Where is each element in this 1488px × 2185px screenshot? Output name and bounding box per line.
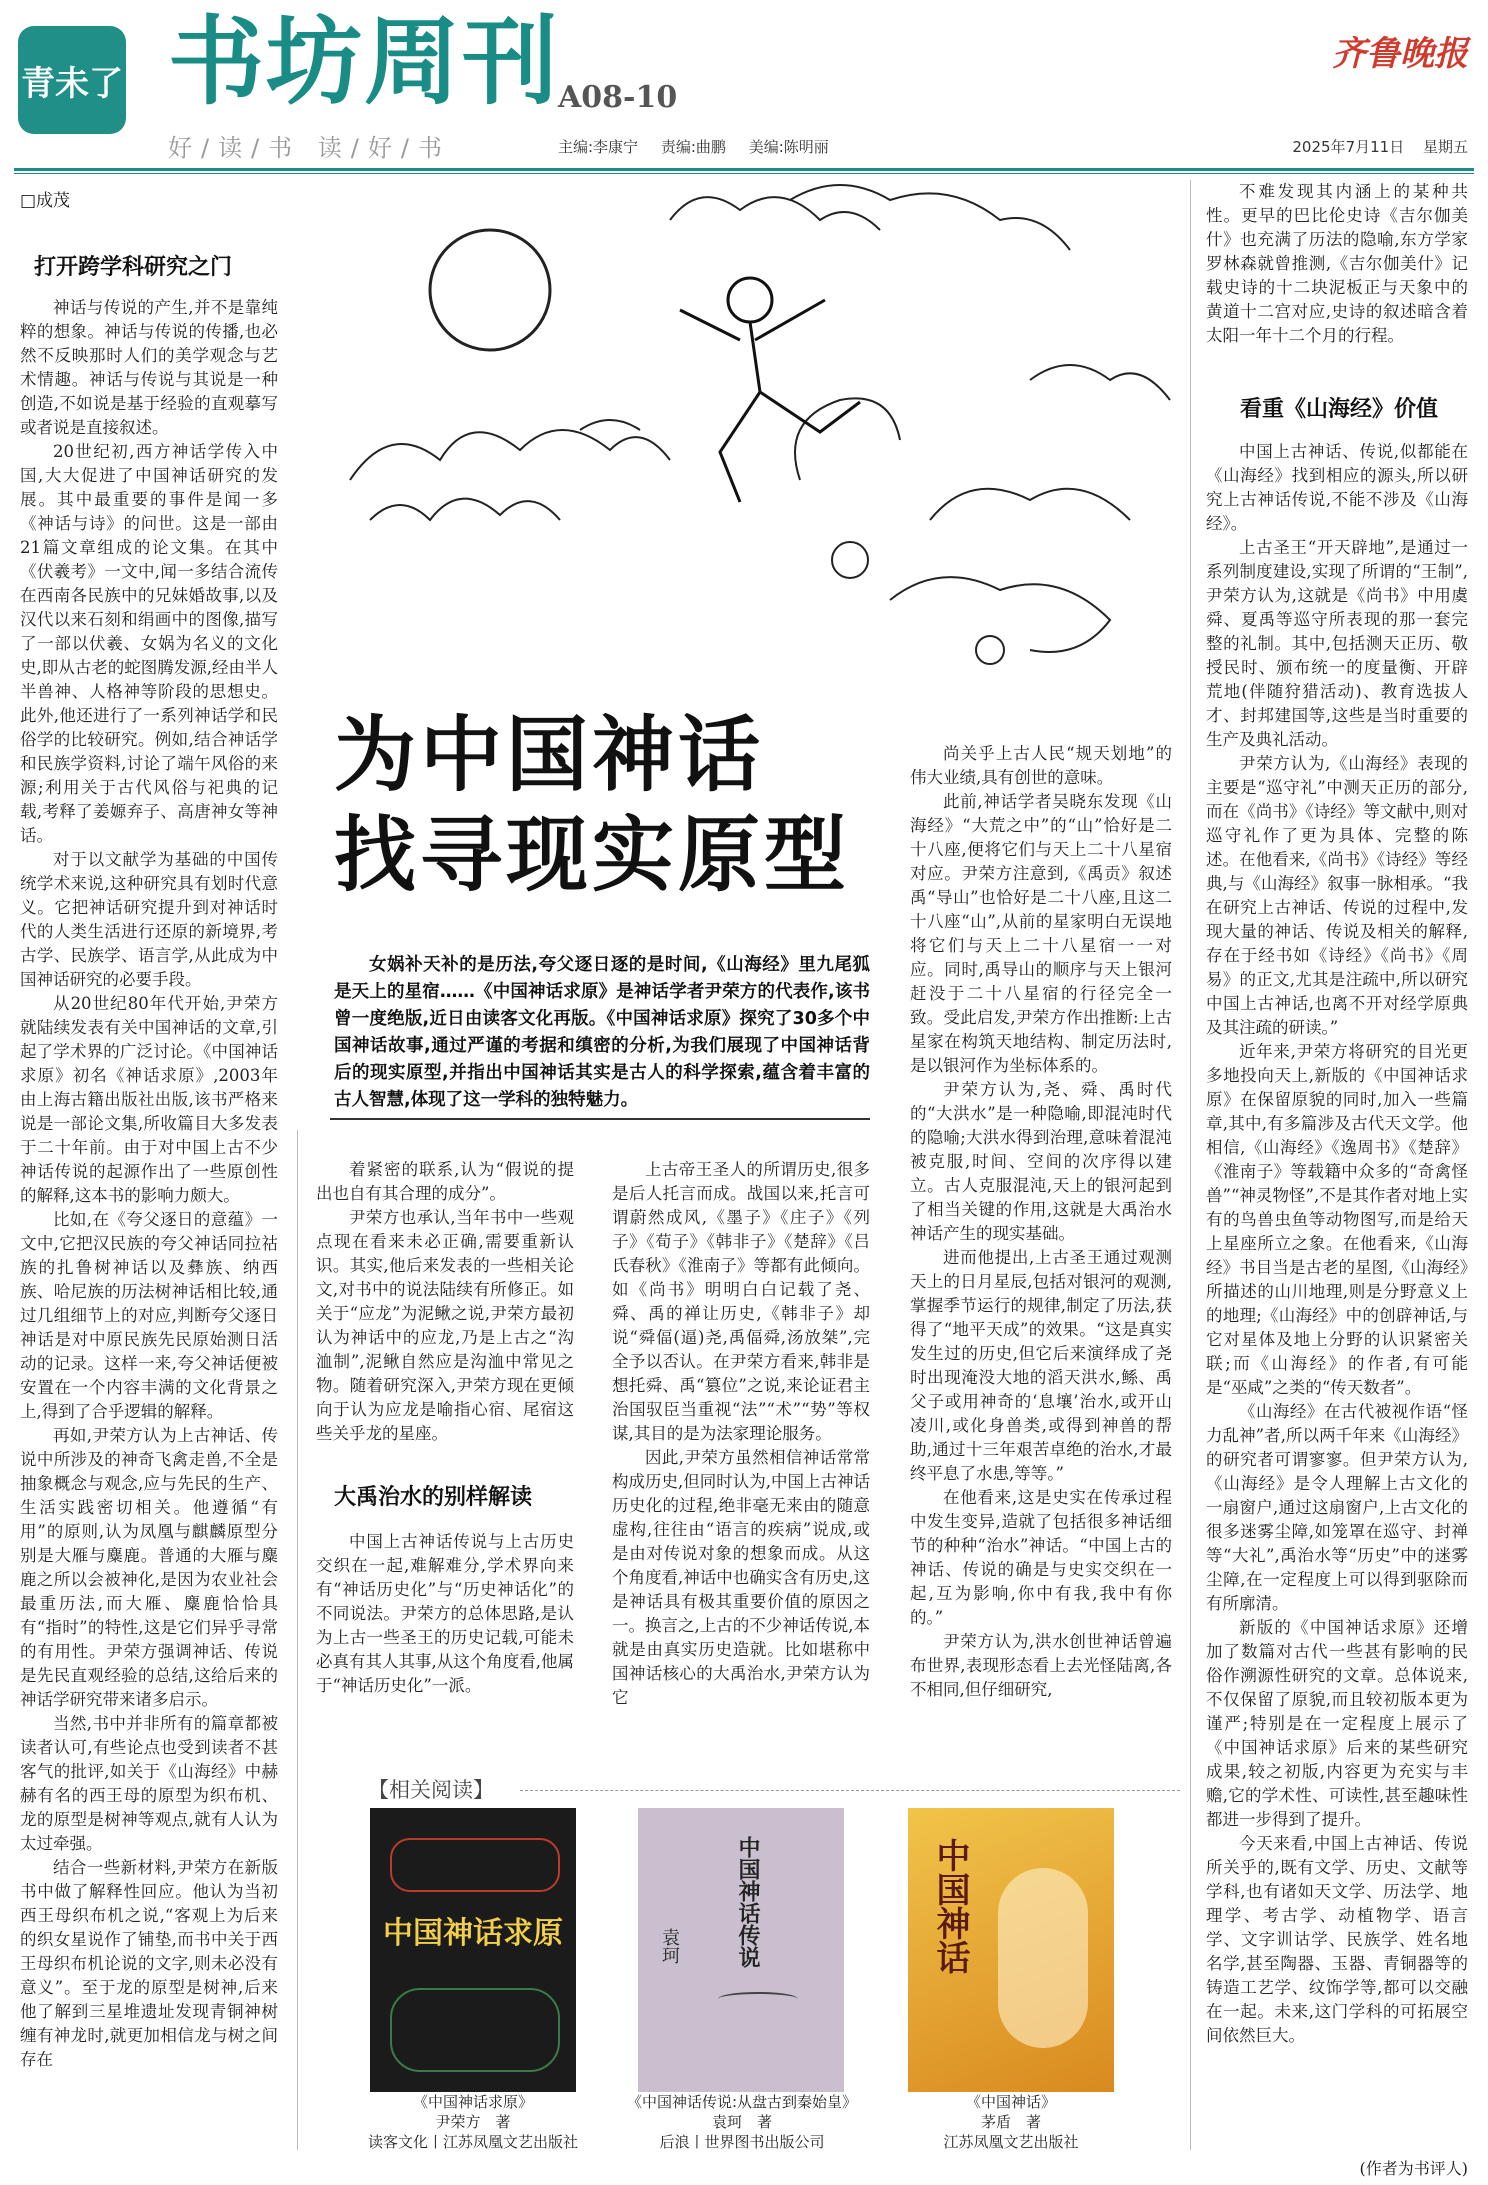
paragraph: 不难发现其内涵上的某种共性。更早的巴比伦史诗《吉尔伽美什》也充满了历法的隐喻,东方学家罗林森就曾推测,《吉尔伽美什》记载史诗的十二块泥板正与天象中的黄道十二宫对应,史诗的叙述暗含着太阳一年十二个月的行程。 xyxy=(1206,182,1468,345)
paragraph: 今天来看,中国上古神话、传说所关乎的,既有文学、历史、文献等学科,也有诸如天文学、历法学、地理学、考古学、动植物学、语言学、文字训诂学、民族学、姓名地名学,甚至陶器、玉器、青铜器等的铸造工艺学、纹饰学等,都可以交融在一起。未来,这门学科的可拓展空间依然巨大。 xyxy=(1206,1834,1468,2045)
paragraph: 尹荣方认为,《山海经》表现的主要是“巡守礼”中测天正历的部分,而在《尚书》《诗经》等文献中,则对巡守礼作了更为具体、完整的陈述。在他看来,《尚书》《诗经》等经典,与《山海经》叙事一脉相承。“我在研究上古神话、传说的过程中,发现大量的神话、传说及相关的解释,存在于经书如《诗经》《尚书》《周易》的正文,尤其是注疏中,所以研究中国上古神话,也离不开对经学原典及其注疏的研读。” xyxy=(1206,754,1468,1037)
weekday: 星期五 xyxy=(1422,138,1468,156)
intro-rule xyxy=(330,1118,870,1120)
paragraph: 中国上古神话、传说,似都能在《山海经》找到相应的源头,所以研究上古神话传说,不能不涉及《山海经》。 xyxy=(1206,442,1468,533)
paragraph: 比如,在《夸父逐日的意蕴》一文中,它把汉民族的夸父神话同拉祜族的扎鲁树神话以及彝族、纳西族、哈尼族的历法树神话相比较,通过几组细节上的对应,判断夸父逐日神话是对中原民族先民原始测日活动的记录。这样一来,夸父神话便被安置在一个内容丰满的文化背景之上,得到了合乎逻辑的解释。 xyxy=(20,1210,278,1421)
column-2 xyxy=(316,1158,574,1446)
paragraph: 着紧密的联系,认为“假说的提出也自有其合理的成分”。 xyxy=(316,1160,574,1203)
author-byline: □成茂 xyxy=(20,191,71,211)
book-name: 《中国神话传说:从盘古到秦始皇》 xyxy=(626,2093,858,2111)
column-4 xyxy=(910,742,1172,1702)
paragraph: 再如,尹荣方认为上古神话、传说中所涉及的神奇飞禽走兽,不全是抽象概念与观念,应与先民的生产、生活实践密切相关。他遵循“有用”的原则,认为凤凰与麒麟原型分别是大雁与麋鹿。普通的大雁与麋鹿之所以会被神化,是因为农业社会最重历法,而大雁、麋鹿恰恰具有“指时”的特性,这是它们异乎寻常的有用性。尹荣方强调神话、传说是先民直观经验的总结,这给后来的神话学研究带来诸多启示。 xyxy=(20,1426,278,1709)
book-name: 《中国神话求原》 xyxy=(412,2093,533,2111)
date: 2025年7月11日 xyxy=(1292,138,1405,156)
cover-ornament xyxy=(718,1992,798,2006)
book-publisher: 读客文化丨江苏凤凰文艺出版社 xyxy=(367,2133,578,2151)
book-author-line: 尹荣方 著 xyxy=(435,2113,511,2131)
cover-title: 中国神话传说 xyxy=(735,1836,760,1968)
slogan: 好/读/书 读/好/书 xyxy=(168,134,451,162)
paragraph: 尹荣方认为,尧、舜、禹时代的“大洪水”是一种隐喻,即混沌时代的隐喻;大洪水得到治理,意味着混沌被克服,时间、空间的次序得以建立。古人克服混沌,天上的银河起到了相当关键的作用,这就是大禹治水神话产生的现实基础。 xyxy=(910,1080,1172,1243)
book-publisher: 后浪丨世界图书出版公司 xyxy=(659,2133,825,2151)
book-author-line: 袁珂 著 xyxy=(711,2113,773,2131)
book-2-caption xyxy=(586,2092,898,2152)
responsible-editor: 责编:曲鹏 xyxy=(660,138,726,156)
paragraph: 进而他提出,上古圣王通过观测天上的日月星辰,包括对银河的观测,掌握季节运行的规律,制定了历法,获得了“地平天成”的效果。“这是真实发生过的历史,但它后来演绎成了尧时出现淹没大地的滔天洪水,鲧、禹父子或用神奇的‘息壤’治水,或开山凌川,或化身兽类,或得到神兽的帮助,通过十三年艰苦卓绝的治水,才最终平息了水患,等等。” xyxy=(910,1248,1172,1483)
headline-line-1: 为中国神话 xyxy=(334,708,765,803)
paragraph: 尚关乎上古人民“规天划地”的伟大业绩,具有创世的意味。 xyxy=(910,744,1172,787)
book-publisher: 江苏凤凰文艺出版社 xyxy=(943,2133,1079,2151)
related-reading-rule xyxy=(520,1790,1180,1792)
paragraph: 尹荣方也承认,当年书中一些观点现在看来未必正确,需要重新认识。其实,他后来发表的一些相关论文,对书中的说法陆续有所修正。如关于“应龙”为泥鳅之说,尹荣方最初认为神话中的应龙,乃是上古之“沟洫制”,泥鳅自然应是沟洫中常见之物。随着研究深入,尹荣方现在更倾向于认为应龙是喻指心宿、尾宿这些关乎龙的星座。 xyxy=(316,1208,574,1443)
book-3-caption xyxy=(880,2092,1142,2152)
paragraph: 结合一些新材料,尹荣方在新版书中做了解释性回应。他认为当初西王母织布机之说,“客观上为后来的织女星说作了铺垫,而书中关于西王母织布机论说的文字,则未必没有意义”。至于龙的原型是树神,后来他了解到三星堆遗址发现青铜神树缠有神龙时,就更加相信龙与树之间存在 xyxy=(20,1858,278,2069)
book-1-caption xyxy=(320,2092,626,2152)
column-divider xyxy=(297,1130,298,2150)
book-3 xyxy=(908,1808,1120,2092)
book-name: 《中国神话》 xyxy=(965,2093,1056,2111)
myth-illustration xyxy=(330,180,1210,700)
book-author-line: 茅盾 著 xyxy=(980,2113,1042,2131)
cover-author: 袁珂 xyxy=(659,1928,680,1964)
cover-ornament xyxy=(390,1838,560,1892)
book-2 xyxy=(638,1808,850,2092)
section-title: 书坊周刊 xyxy=(168,6,560,118)
art-editor: 美编:陈明丽 xyxy=(748,138,829,156)
cover-title: 中国神话 xyxy=(930,1838,970,1974)
paragraph: 尹荣方认为,洪水创世神话曾遍布世界,表现形态看上去光怪陆离,各不相同,但仔细研究, xyxy=(910,1632,1172,1699)
subheading-2: 大禹治水的别样解读 xyxy=(334,1485,533,1510)
paragraph: 此前,神话学者吴晓东发现《山海经》“大荒之中”的“山”恰好是二十八座,便将它们与天上二十八星宿对应。尹荣方注意到,《禹贡》叙述禹“导山”也恰好是二十八座,且这二十八座“山”,从前的星家明白无误地将它们与天上二十八星宿一一对应。同时,禹导山的顺序与天上银河赶没于二十八星宿的行径完全一致。受此启发,尹荣方作出推断:上古星家在构筑天地结构、制定历法时,是以银河作为坐标体系的。 xyxy=(910,792,1172,1075)
book-cover xyxy=(638,1808,844,2092)
column-5-lower xyxy=(1206,440,1468,2048)
cover-ornament xyxy=(390,1988,560,2072)
header-rule-thin xyxy=(14,173,1474,174)
header-rule xyxy=(14,168,1474,171)
paragraph: 《山海经》在古代被视作语“怪力乱神”者,所以两千年来《山海经》的研究者可谓寥寥。但尹荣方认为,《山海经》是令人理解上古文化的一扇窗户,通过这扇窗户,上古文化的很多迷雾尘障,如笼罩在巡守、封禅等“大礼”,禹治水等“历史”中的迷雾尘障,在一定程度上可以得到驱除而有所廓清。 xyxy=(1206,1402,1468,1613)
subheading-3: 看重《山海经》价值 xyxy=(1240,397,1439,422)
paragraph: 上古帝王圣人的所谓历史,很多是后人托言而成。战国以来,托言可谓蔚然成风,《墨子》《庄子》《列子》《荀子》《韩非子》《楚辞》《吕氏春秋》《淮南子》等都有此倾向。如《尚书》明明白白记载了尧、舜、禹的禅让历史,《韩非子》却说“舜偪(逼)尧,禹偪舜,汤放桀”,完全予以否认。在尹荣方看来,韩非是想托舜、禹“篡位”之说,来论证君主治国驭臣当重视“法”“术”“势”等权谋,其目的是为法家理论服务。 xyxy=(612,1160,870,1443)
newspaper-name: 齐鲁晚报 xyxy=(1332,34,1468,74)
headline-line-2: 找寻现实原型 xyxy=(334,808,851,903)
paragraph: 神话与传说的产生,并不是靠纯粹的想象。神话与传说的传播,也必然不反映那时人们的美学观念与艺术情趣。神话与传说与其说是一种创造,不如说是基于经验的直观摹写或者说是直接叙述。 xyxy=(20,298,278,437)
paragraph: 中国上古神话传说与上古历史交织在一起,难解难分,学术界向来有“神话历史化”与“历史神话化”的不同说法。尹荣方的总体思路,是认为上古一些圣王的历史记载,可能未必真有其人其事,从这个角度看,他属于“神话历史化”一派。 xyxy=(316,1532,574,1695)
subheading-1: 打开跨学科研究之门 xyxy=(34,255,233,280)
cover-title: 中国神话求原 xyxy=(383,1916,563,1951)
paragraph: 20世纪初,西方神话学传入中国,大大促进了中国神话研究的发展。其中最重要的事件是闻一多《神话与诗》的问世。这是一部由21篇文章组成的论文集。在其中《伏羲考》一文中,闻一多结合流传在西南各民族中的兄妹婚故事,以及汉代以来石刻和绢画中的图像,描写了一部以伏羲、女娲为名义的文化史,即从古老的蛇图腾发源,经由半人半兽神、人格神等阶段的思想史。此外,他还进行了一系列神话学和民俗学的比较研究。例如,结合神话学和民族学资料,讨论了端午风俗的来源;利用关于古代风俗与祀典的记载,考释了姜嫄弃子、高唐神女等神话。 xyxy=(20,442,278,845)
author-credit: (作者为书评人) xyxy=(1359,2159,1468,2178)
headline xyxy=(334,706,850,906)
logo-text: 青未了 xyxy=(21,63,123,104)
page-code: A08-10 xyxy=(558,80,678,115)
related-reading-title: 【相关阅读】 xyxy=(368,1778,494,1802)
paragraph: 在他看来,这是史实在传承过程中发生变异,造就了包括很多神话细节的种种“治水”神话。“中国上古的神话、传说的确是与史实交织在一起,互为影响,你中有我,我中有你的。” xyxy=(910,1488,1172,1627)
book-cover xyxy=(370,1808,576,2092)
paragraph: 新版的《中国神话求原》还增加了数篇对古代一些甚有影响的民俗作溯源性研究的文章。总体说来,不仅保留了原貌,而且较初版本更为谨严;特别是在一定程度上展示了《中国神话求原》后来的某些研究成果,较之初版,内容更为充实与丰赡,它的学术性、可读性,甚至趣味性都进一步得到了提升。 xyxy=(1206,1618,1468,1829)
paragraph: 从20世纪80年代开始,尹荣方就陆续发表有关中国神话的文章,引起了学术界的广泛讨论。《中国神话求原》初名《神话求原》,2003年由上海古籍出版社出版,该书严格来说是一部论文集,所收篇目大多发表于二十年前。由于对中国上古不少神话传说的起源作出了一些原创性的解释,这本书的影响力颇大。 xyxy=(20,994,278,1205)
intro-paragraph xyxy=(334,952,870,1114)
column-5 xyxy=(1206,180,1468,348)
paragraph: 对于以文献学为基础的中国传统学术来说,这种研究具有划时代意义。它把神话研究提升到对神话时代的人类生活进行还原的新境界,考古学、民族学、语言学,从此成为中国神话研究的必要手段。 xyxy=(20,850,278,989)
cover-figure xyxy=(998,1868,1088,2048)
column-1 xyxy=(20,296,278,2072)
running-figure xyxy=(680,278,860,502)
column-divider xyxy=(1190,180,1191,2150)
paragraph: 上古圣王“开天辟地”,是通过一系列制度建设,实现了所谓的“王制”,尹荣方认为,这就是《尚书》中用虞舜、夏禹等巡守所表现的那一套完整的礼制。其中,包括测天正历、敬授民时、颁布统一的度量衡、开辟荒地(伴随狩猎活动)、教育选拔人才、封邦建国等,这些是当时重要的生产及典礼活动。 xyxy=(1206,538,1468,749)
editor: 主编:李康宁 xyxy=(558,138,639,156)
paragraph: 因此,尹荣方虽然相信神话常常构成历史,但同时认为,中国上古神话历史化的过程,绝非毫无来由的随意虚构,往往由“语言的疾病”说成,或是由对传说对象的想象而成。从这个角度看,神话中也确实含有历史,这是神话具有极其重要价值的原因之一。换言之,上古的不少神话传说,本就是由真实历史造就。比如堪称中国神话核心的大禹治水,尹荣方认为它 xyxy=(612,1448,870,1707)
column-3 xyxy=(612,1158,870,1710)
editor-credits xyxy=(558,136,847,157)
paragraph: 当然,书中并非所有的篇章都被读者认可,有些论点也受到读者不甚客气的批评,如关于《山海经》中赫赫有名的西王母的原型为织布机、龙的原型是树神等观点,就有人认为太过牵强。 xyxy=(20,1714,278,1853)
cloud-swirls xyxy=(350,185,1170,664)
paragraph: 近年来,尹荣方将研究的目光更多地投向天上,新版的《中国神话求原》在保留原貌的同时,加入一些篇章,其中,有多篇涉及古代天文学。他相信,《山海经》《逸周书》《楚辞》《淮南子》等载籍中众多的“奇禽怪兽”“神灵物怪”,不是其作者对地上实有的鸟兽虫鱼等动物图写,而是给天上星座所立之象。在他看来,《山海经》书目当是古老的星图,《山海经》所描述的山川地理,则是分野意义上的地理;《山海经》中的创辟神话,与它对星体及地上分野的认识紧密关联;而《山海经》的作者,有可能是“巫咸”之类的“传天数者”。 xyxy=(1206,1042,1468,1397)
sun-circle xyxy=(430,230,550,350)
intro-text: 女娲补天补的是历法,夸父逐日逐的是时间,《山海经》里九尾狐是天上的星宿……《中国神话求原》是神话学者尹荣方的代表作,该书曾一度绝版,近日由读客文化再版。《中国神话求原》探究了30多个中国神话故事,通过严谨的考据和缜密的分析,为我们展现了中国神话背后的现实原型,并指出中国神话其实是古人的科学探索,蕴含着丰富的古人智慧,体现了这一学科的独特魅力。 xyxy=(334,955,870,1110)
book-1 xyxy=(370,1808,582,2092)
date-info xyxy=(1278,136,1468,157)
book-cover xyxy=(908,1808,1114,2092)
column-2-lower xyxy=(316,1530,574,1698)
